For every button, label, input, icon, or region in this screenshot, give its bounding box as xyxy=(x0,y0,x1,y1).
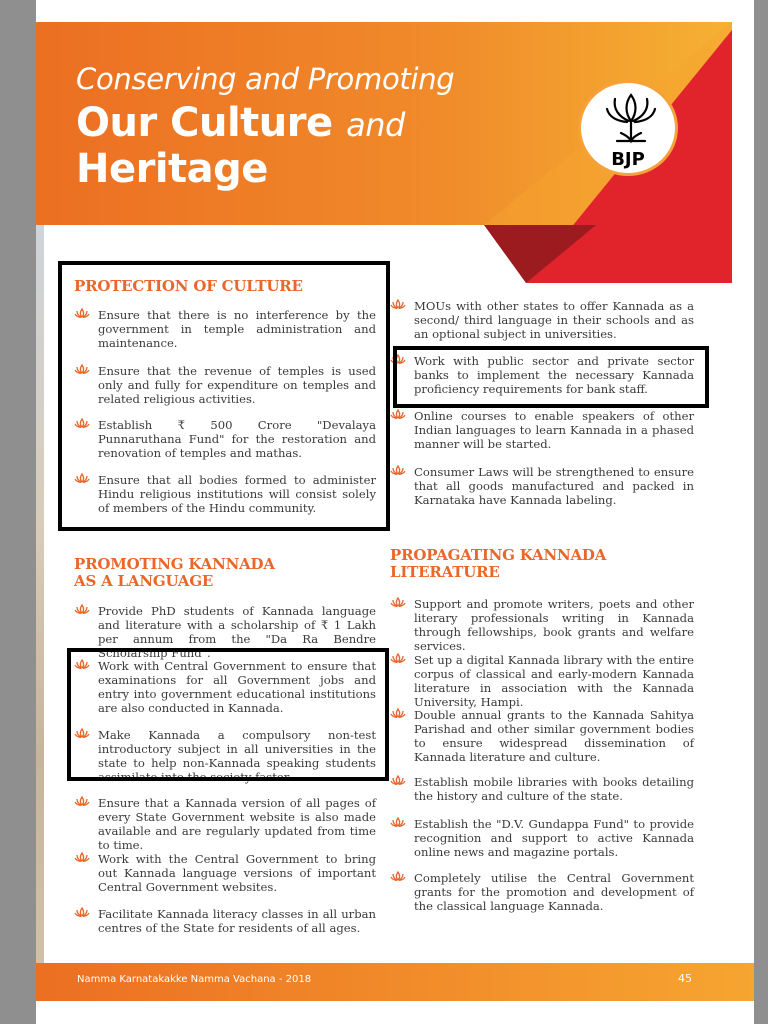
literature-item xyxy=(390,775,694,803)
lotus-bullet-icon xyxy=(390,817,406,827)
header-title-line1: Conserving and Promoting xyxy=(76,62,455,96)
kannada-heading-line2: AS A LANGUAGE xyxy=(74,572,214,590)
literature-item-text: Double annual grants to the Kannada Sahitya Parishad and other similar government bodies to ensure widespread dissemination of Kannada literature and culture. xyxy=(414,708,694,764)
bjp-logo xyxy=(578,80,678,176)
protection-item-text: Ensure that all bodies formed to administer Hindu religious institutions will consist solely of members of the Hindu community. xyxy=(98,473,376,515)
kannada-item-text: Facilitate Kannada literacy classes in all urban centres of the State for residents of all ages. xyxy=(98,907,376,935)
kannada-item-text: Make Kannada a compulsory non-test introductory subject in all universities in the state to help non-Kannada speaking students assimilate into the society faster. xyxy=(98,728,376,784)
literature-item xyxy=(390,817,694,859)
kannada-item-text: Provide PhD students of Kannada language and literature with a scholarship of ₹ 1 Lakh per annum from the "Da Ra Bendre Scholarship Fund". xyxy=(98,604,376,660)
footer-text: Namma Karnatakakke Namma Vachana - 2018 xyxy=(77,974,312,985)
lotus-bullet-icon xyxy=(390,708,406,718)
literature-item-text: Support and promote writers, poets and other literary professionals writing in Kannada through fellowships, book grants and welfare services. xyxy=(414,597,694,653)
protection-heading: PROTECTION OF CULTURE xyxy=(74,277,303,295)
bjp-logo-text: BJP xyxy=(611,149,645,170)
page-footer xyxy=(36,963,754,1001)
literature-item xyxy=(390,597,694,653)
top-margin-shape xyxy=(36,0,754,22)
lotus-bullet-icon xyxy=(74,796,90,806)
header-title-line2 xyxy=(76,100,405,146)
kannada-heading xyxy=(74,556,275,590)
literature-item-text: Completely utilise the Central Government grants for the promotion and development of the classical language Kannada. xyxy=(414,871,694,913)
lotus-bullet-icon xyxy=(390,653,406,663)
lotus-bullet-icon xyxy=(390,465,406,475)
lotus-bullet-icon xyxy=(390,871,406,881)
right-top-item-text: Online courses to enable speakers of other Indian languages to learn Kannada in a phased manner will be started. xyxy=(414,409,694,451)
literature-item xyxy=(390,871,694,913)
literature-item xyxy=(390,653,694,709)
right-top-item xyxy=(390,409,694,451)
protection-item-text: Ensure that the revenue of temples is used only and fully for expenditure on temples and related religious activities. xyxy=(98,364,376,406)
right-top-item xyxy=(390,299,694,341)
lotus-bullet-icon xyxy=(390,597,406,607)
lotus-bullet-icon xyxy=(74,907,90,917)
kannada-item-text: Work with Central Government to ensure that examinations for all Government jobs and entry into government educational institutions are also conducted in Kannada. xyxy=(98,659,376,715)
kannada-item-text: Ensure that a Kannada version of all pages of every State Government website is also made available and are regularly updated from time to time. xyxy=(98,796,376,852)
kannada-item xyxy=(74,852,376,894)
manifesto-page xyxy=(36,0,754,1024)
lotus-icon xyxy=(603,91,659,147)
literature-heading-line2: LITERATURE xyxy=(390,563,500,581)
literature-item xyxy=(390,708,694,764)
background-photo-strip xyxy=(36,225,44,985)
kannada-item xyxy=(74,907,376,935)
right-margin-shape xyxy=(732,0,754,283)
highlight-box-kannada xyxy=(67,648,389,781)
literature-item-text: Establish the "D.V. Gundappa Fund" to provide recognition and support to active Kannada online news and magazine portals. xyxy=(414,817,694,859)
literature-heading-line1: PROPAGATING KANNADA xyxy=(390,546,607,564)
kannada-heading-line1: PROMOTING KANNADA xyxy=(74,555,275,573)
protection-item-text: Ensure that there is no interference by the government in temple administration and maintenance. xyxy=(98,308,376,350)
literature-heading xyxy=(390,547,606,581)
literature-item-text: Establish mobile libraries with books detailing the history and culture of the state. xyxy=(414,775,694,803)
kannada-item xyxy=(74,796,376,852)
right-top-item-text: Work with public sector and private sector banks to implement the necessary Kannada proficiency requirements for bank staff. xyxy=(414,354,694,396)
header-title-and: and xyxy=(346,106,405,144)
highlight-box-banks xyxy=(393,346,709,408)
right-top-item-text: MOUs with other states to offer Kannada as a second/ third language in their schools and as an optional subject in universities. xyxy=(414,299,694,341)
kannada-item-text: Work with the Central Government to bring out Kannada language versions of important Central Government websites. xyxy=(98,852,376,894)
lotus-bullet-icon xyxy=(74,852,90,862)
header-title-bold: Our Culture xyxy=(76,100,333,146)
page-header xyxy=(36,0,754,283)
lotus-bullet-icon xyxy=(74,604,90,614)
right-top-item xyxy=(390,465,694,507)
protection-item-text: Establish ₹ 500 Crore "Devalaya Punnaruthana Fund" for the restoration and renovation of temples and mathas. xyxy=(98,418,376,460)
page-number: 45 xyxy=(678,972,692,985)
header-title-line3: Heritage xyxy=(76,146,268,192)
lotus-bullet-icon xyxy=(390,775,406,785)
highlight-box-protection xyxy=(58,261,390,531)
literature-item-text: Set up a digital Kannada library with the entire corpus of classical and early-modern Kannada literature in association with the Kannada University, Hampi. xyxy=(414,653,694,709)
right-top-item-text: Consumer Laws will be strengthened to ensure that all goods manufactured and packed in Karnataka have Kannada labeling. xyxy=(414,465,694,507)
lotus-bullet-icon xyxy=(390,409,406,419)
lotus-bullet-icon xyxy=(390,299,406,309)
